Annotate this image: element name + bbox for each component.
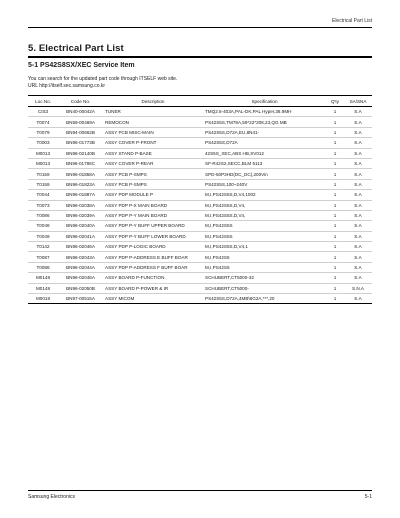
cell-specification: M,I,PS42S5S,D,V4, [203, 210, 326, 220]
table-row [28, 262, 372, 272]
cell-qty: 1 [326, 200, 344, 210]
cell-description: ASSY PDP P-Y MAIN BOARD [103, 210, 203, 220]
cell-qty: 1 [326, 273, 344, 283]
cell-code-no: BN96-02040A [58, 221, 103, 231]
cell-loc-no: M0013 [28, 158, 58, 168]
table-row [28, 169, 372, 179]
cell-specification: M,I,PS42S5S,D,V4,1 [203, 242, 326, 252]
table-header-row [28, 96, 372, 107]
table-row [28, 283, 372, 293]
cell-loc-no: T0142 [28, 242, 58, 252]
cell-loc-no: T0074 [28, 117, 58, 127]
table-row [28, 252, 372, 262]
table-row [28, 138, 372, 148]
cell-specification: 42S5S_XEC,ABS HB,SV012 [203, 148, 326, 158]
table-row [28, 148, 372, 158]
footer-company: Samsung Electronics [28, 494, 75, 500]
cell-loc-no: M0018 [28, 294, 58, 304]
cell-description: ASSY COVER P-FRONT [103, 138, 203, 148]
cell-loc-no: T0044 [28, 190, 58, 200]
cell-sa-sna: S.A [344, 179, 372, 189]
intro-line-1: You can search for the updated part code through ITSELF web site. [28, 76, 178, 82]
running-header: Electrical Part List [331, 18, 372, 24]
cell-specification: M,I,PS42S5 [203, 252, 326, 262]
cell-loc-no: T0087 [28, 252, 58, 262]
footer-divider [28, 490, 372, 491]
cell-code-no: BN96-01786C [58, 158, 103, 168]
col-header-description: Description [103, 96, 203, 107]
col-header-sa-sna: SA/SNA [344, 96, 372, 107]
col-header-loc-no: Loc.No. [28, 96, 58, 107]
cell-code-no: BN97-00515A [58, 294, 103, 304]
cell-code-no: BN96-02044A [58, 262, 103, 272]
cell-description: ASSY PDP MODULE P [103, 190, 203, 200]
intro-text [28, 76, 177, 89]
col-header-code-no: Code No. [58, 96, 103, 107]
cell-code-no: BN96-01887A [58, 190, 103, 200]
cell-qty: 1 [326, 107, 344, 117]
cell-code-no: BN96-02041A [58, 231, 103, 241]
cell-loc-no: T0073 [28, 200, 58, 210]
page-number: 5-1 [364, 494, 372, 500]
col-header-qty: Q'ty [326, 96, 344, 107]
cell-qty: 1 [326, 210, 344, 220]
cell-code-no: BN96-02046A [58, 273, 103, 283]
cell-specification: TMQ2.6-403A,PAL-DK,PAL Hyper,38.9MH [203, 107, 326, 117]
cell-loc-no: M0013 [28, 148, 58, 158]
table-row [28, 294, 372, 304]
cell-code-no: BN94-00662B [58, 127, 103, 137]
cell-specification: PS42S5S,D72A,4MB\8G2A,***,20 [203, 294, 326, 304]
parts-table [28, 95, 372, 304]
cell-qty: 1 [326, 252, 344, 262]
cell-sa-sna: S.A [344, 158, 372, 168]
cell-sa-sna: S.A [344, 252, 372, 262]
cell-specification: PS42S5S,D72A,EU,8N41- [203, 127, 326, 137]
subsection-title: 5-1 PS42S8SX/XEC Service Item [28, 62, 135, 69]
cell-loc-no: T0049 [28, 231, 58, 241]
cell-qty: 1 [326, 221, 344, 231]
cell-sa-sna: S.A [344, 200, 372, 210]
cell-description: ASSY PDP P-ADDRESS F BUFF BOAR [103, 262, 203, 272]
cell-code-no: BN96-01773B [58, 138, 103, 148]
cell-sa-sna: S.A [344, 242, 372, 252]
cell-qty: 1 [326, 117, 344, 127]
cell-qty: 1 [326, 179, 344, 189]
table-row [28, 117, 372, 127]
cell-qty: 1 [326, 127, 344, 137]
cell-sa-sna: S.A [344, 273, 372, 283]
cell-code-no: BN96-02050B [58, 283, 103, 293]
cell-specification: M,I,PS42S5S [203, 231, 326, 241]
cell-loc-no: M0148 [28, 283, 58, 293]
cell-sa-sna: S.A [344, 231, 372, 241]
cell-specification: PS42S5S,100~240V [203, 179, 326, 189]
cell-sa-sna: S.A [344, 148, 372, 158]
cell-specification: SCHUBERT,CT5000- [203, 283, 326, 293]
cell-code-no: BN96-02043A [58, 252, 103, 262]
table-row [28, 221, 372, 231]
table-row [28, 158, 372, 168]
cell-qty: 1 [326, 169, 344, 179]
cell-sa-sna: S.A [344, 221, 372, 231]
cell-loc-no: CIS3 [28, 107, 58, 117]
cell-code-no: BN40-00042A [58, 107, 103, 117]
cell-qty: 1 [326, 138, 344, 148]
intro-url-line[interactable]: URL http://itself.sec.samsung.co.kr [28, 82, 106, 89]
cell-sa-sna: S.A [344, 127, 372, 137]
cell-description: ASSY PCB P-SMPS [103, 179, 203, 189]
table-row [28, 127, 372, 137]
parts-table-body [28, 107, 372, 304]
cell-description: ASSY PCB P-SMPS [103, 169, 203, 179]
cell-sa-sna: S.A [344, 169, 372, 179]
cell-loc-no: T0086 [28, 210, 58, 220]
table-row [28, 190, 372, 200]
cell-description: ASSY PDP P-Y BUFF LOWER BOARD [103, 231, 203, 241]
cell-specification: SF-R42S2,SECC,BLM 5113 [203, 158, 326, 168]
cell-specification: SCHUBERT,CT5000-32 [203, 273, 326, 283]
table-row [28, 273, 372, 283]
cell-specification: PS42S5S,TM78A,59*22*208,23,QG MB [203, 117, 326, 127]
cell-description: ASSY COVER P-REAR [103, 158, 203, 168]
cell-loc-no: T0079 [28, 127, 58, 137]
cell-code-no: BN96-02039A [58, 210, 103, 220]
cell-qty: 1 [326, 148, 344, 158]
cell-code-no: BN96-01858A [58, 169, 103, 179]
cell-sa-sna: S.A [344, 262, 372, 272]
cell-qty: 1 [326, 190, 344, 200]
cell-code-no: BN96-02140B [58, 148, 103, 158]
cell-loc-no: T0003 [28, 138, 58, 148]
cell-description: ASSY PDP P-LOGIC BOARD [103, 242, 203, 252]
cell-description: ASSY BOARD P-POWER & IR [103, 283, 203, 293]
cell-sa-sna: S.A [344, 117, 372, 127]
cell-description: ASSY PDP P-ADDRESS E BUFF BOAR [103, 252, 203, 262]
cell-qty: 1 [326, 262, 344, 272]
cell-specification: M,I,PS42S5S,D,V4, [203, 200, 326, 210]
cell-description: ASSY PDP P-X MAIN BOARD [103, 200, 203, 210]
cell-loc-no: T0048 [28, 221, 58, 231]
header-divider [28, 27, 372, 28]
col-header-specification: Specification [203, 96, 326, 107]
cell-sa-sna: S.A [344, 138, 372, 148]
cell-specification: M,I,PS42S5S,D,V4,1002 [203, 190, 326, 200]
cell-code-no: BN96-02038A [58, 200, 103, 210]
cell-sa-sna: S.A [344, 210, 372, 220]
cell-qty: 1 [326, 231, 344, 241]
table-row [28, 107, 372, 117]
cell-description: ASSY PDP P-Y BUFF UPPER BOARD [103, 221, 203, 231]
section-divider [28, 56, 372, 58]
cell-sa-sna: S.N.A [344, 283, 372, 293]
table-row [28, 179, 372, 189]
cell-description: REMOCON [103, 117, 203, 127]
cell-loc-no: T0088 [28, 262, 58, 272]
cell-sa-sna: S.A [344, 107, 372, 117]
cell-sa-sna: S.A [344, 190, 372, 200]
cell-specification: M,I,PS42S5 [203, 262, 326, 272]
cell-code-no: BN96-02046A [58, 242, 103, 252]
cell-qty: 1 [326, 242, 344, 252]
cell-loc-no: T0159 [28, 179, 58, 189]
table-row [28, 210, 372, 220]
cell-loc-no: T0159 [28, 169, 58, 179]
cell-specification: SPD-50P3HD(DC_DC),200Vin [203, 169, 326, 179]
cell-qty: 1 [326, 294, 344, 304]
cell-qty: 1 [326, 158, 344, 168]
cell-code-no: BN59-00469A [58, 117, 103, 127]
cell-description: ASSY MICOM [103, 294, 203, 304]
cell-specification: M,I,PS42S5S [203, 221, 326, 231]
cell-description: ASSY BOARD P-FUNCTION [103, 273, 203, 283]
cell-loc-no: M0148 [28, 273, 58, 283]
cell-description: ASSY PCB MISC-MAIN [103, 127, 203, 137]
table-row [28, 242, 372, 252]
cell-description: ASSY STAND P-BASE [103, 148, 203, 158]
table-row [28, 200, 372, 210]
section-title: 5. Electrical Part List [28, 43, 124, 54]
cell-description: TUNER [103, 107, 203, 117]
table-row [28, 231, 372, 241]
cell-code-no: BN96-01823A [58, 179, 103, 189]
cell-specification: PS42S5S,D72A [203, 138, 326, 148]
cell-qty: 1 [326, 283, 344, 293]
cell-sa-sna: S.A [344, 294, 372, 304]
